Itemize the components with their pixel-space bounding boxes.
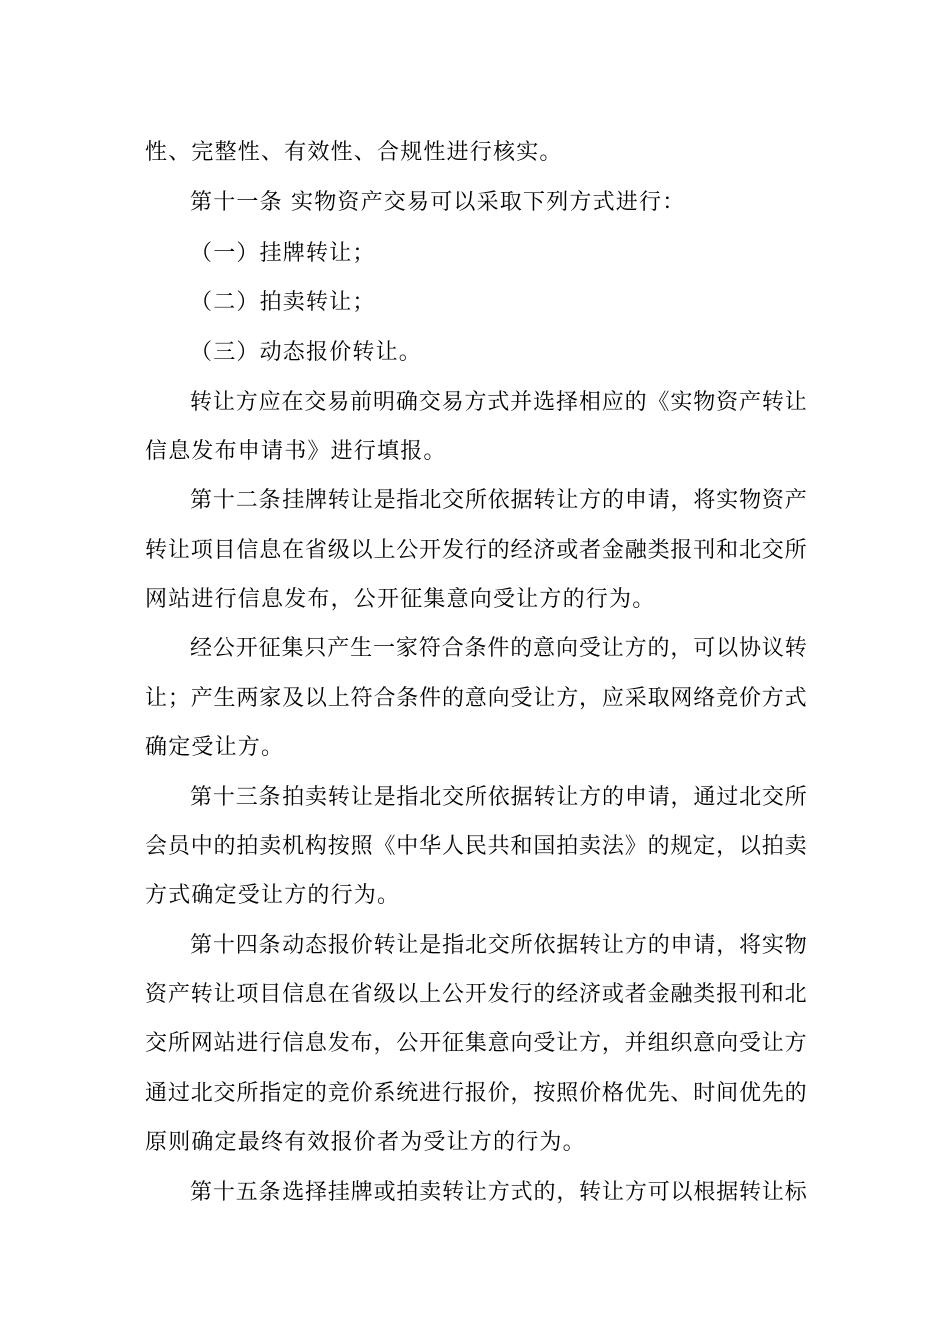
article-15-heading: 第 十 五 条 选 择 挂 牌 或 拍 卖 转 让 方 式 的 ， 转 让 方 可 以 根 据 转 让 标 [190, 1180, 807, 1205]
text-line: 方式确定受让方的行为。 [145, 883, 401, 908]
text-line-justified: 会 员 中 的 拍 卖 机 构 按 照 《 中 华 人 民 共 和 国 拍 卖 法 》 的 规 定 ， 以 拍 卖 [145, 834, 807, 859]
list-item: （三）动态报价转让。 [190, 340, 423, 365]
text-line-justified: 让 ； 产 生 两 家 及 以 上 符 合 条 件 的 意 向 受 让 方 ， 应 采 取 网 络 竞 价 方 式 [145, 686, 807, 711]
list-item: （二）拍卖转让； [190, 290, 376, 315]
text-line: 确定受让方。 [145, 735, 285, 760]
text-line-justified: 交 所 网 站 进 行 信 息 发 布 ， 公 开 征 集 意 向 受 让 方 ， 并 组 织 意 向 受 让 方 [145, 1031, 807, 1056]
article-14-heading: 第 十 四 条 动 态 报 价 转 让 是 指 北 交 所 依 据 转 让 方 的 申 请 ， 将 实 物 [190, 933, 807, 958]
article-13-heading: 第 十 三 条 拍 卖 转 让 是 指 北 交 所 依 据 转 让 方 的 申 请 ， 通 过 北 交 所 [190, 785, 807, 810]
article-11-heading: 第十一条 实物资产交易可以采取下列方式进行： [190, 190, 686, 215]
text-line: 性、完整性、有效性、合规性进行核实。 [145, 140, 563, 165]
text-line-justified: 资 产 转 让 项 目 信 息 在 省 级 以 上 公 开 发 行 的 经 济 或 者 金 融 类 报 刊 和 北 [145, 982, 807, 1007]
text-line-justified: 转 让 方 应 在 交 易 前 明 确 交 易 方 式 并 选 择 相 应 的 《 实 物 资 产 转 让 [190, 390, 807, 415]
text-line-justified: 转 让 项 目 信 息 在 省 级 以 上 公 开 发 行 的 经 济 或 者 金 融 类 报 刊 和 北 交 所 [145, 538, 807, 563]
article-12-heading: 第 十 二 条 挂 牌 转 让 是 指 北 交 所 依 据 转 让 方 的 申 请 ， 将 实 物 资 产 [190, 488, 807, 513]
text-line-justified: 通 过 北 交 所 指 定 的 竞 价 系 统 进 行 报 价 ， 按 照 价 格 优 先 、 时 间 优 先 的 [145, 1081, 807, 1106]
text-line: 原则确定最终有效报价者为受让方的行为。 [145, 1130, 586, 1155]
text-line-justified: 经 公 开 征 集 只 产 生 一 家 符 合 条 件 的 意 向 受 让 方 的 ， 可 以 协 议 转 [190, 636, 807, 661]
list-item: （一）挂牌转让； [190, 241, 376, 266]
text-line: 信息发布申请书》进行填报。 [145, 439, 447, 464]
text-line: 网站进行信息发布，公开征集意向受让方的行为。 [145, 587, 656, 612]
